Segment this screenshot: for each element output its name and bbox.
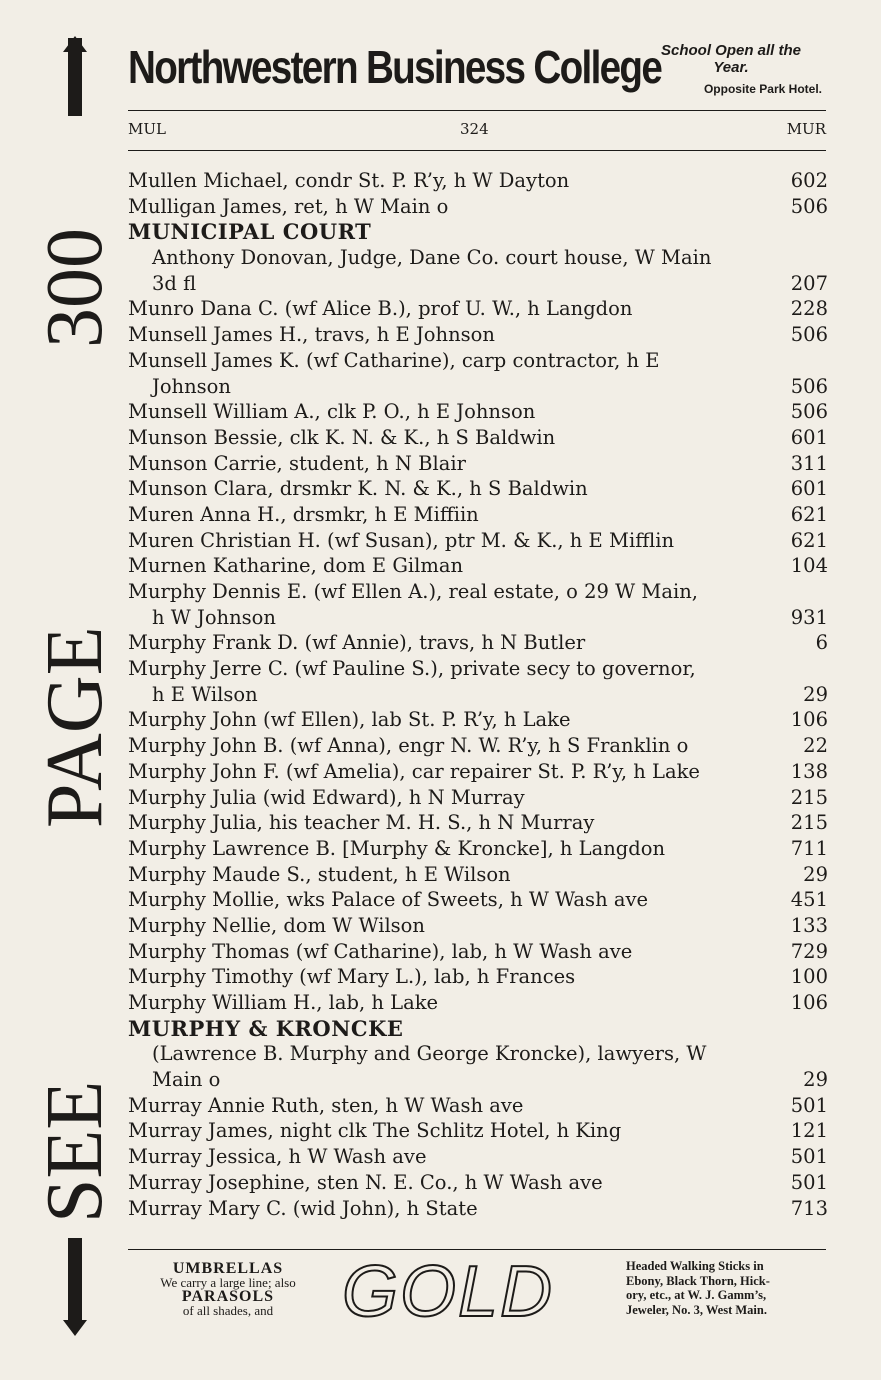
footer-rule [128, 1249, 826, 1250]
directory-entry [128, 348, 828, 374]
directory-entry [128, 1067, 828, 1093]
directory-entries [128, 168, 828, 1221]
directory-entry [128, 553, 828, 579]
directory-entry [128, 605, 828, 631]
entry-number: 207 [790, 271, 828, 295]
entry-text: Muren Anna H., drsmkr, h E Miffiin [128, 502, 479, 526]
entry-number: 121 [790, 1119, 828, 1143]
entry-text: Johnson [152, 374, 231, 398]
running-head [128, 120, 826, 140]
directory-entry [128, 1144, 828, 1170]
entry-text: Murphy John (wf Ellen), lab St. P. R’y, h Lake [128, 708, 571, 732]
directory-entry [128, 451, 828, 477]
entry-text: Main o [152, 1068, 221, 1092]
directory-entry [128, 785, 828, 811]
entry-text: MUNICIPAL COURT [128, 219, 372, 245]
school-line-2: Year. [713, 59, 749, 76]
directory-entry [128, 913, 828, 939]
entry-number: 451 [790, 888, 828, 912]
side-word-page: PAGE [31, 626, 119, 828]
entry-text: Murphy Nellie, dom W Wilson [128, 913, 425, 937]
footer-left-line-4: of all shades, and [182, 1303, 274, 1318]
side-text [31, 38, 135, 1338]
school-note [636, 42, 826, 76]
entry-number: 501 [790, 1093, 828, 1117]
entry-number: 729 [790, 939, 828, 963]
directory-entry [128, 759, 828, 785]
header-rule [128, 110, 826, 111]
directory-entry [128, 296, 828, 322]
directory-entry [128, 682, 828, 708]
entry-text: Munson Carrie, student, h N Blair [128, 451, 466, 475]
directory-entry [128, 245, 828, 271]
entry-text: Murray Josephine, sten N. E. Co., h W Wash ave [128, 1170, 603, 1194]
entry-text: Murphy Timothy (wf Mary L.), lab, h Frances [128, 965, 576, 989]
directory-entry [128, 862, 828, 888]
entry-number: 29 [803, 682, 828, 706]
directory-entry [128, 528, 828, 554]
entry-text: (Lawrence B. Murphy and George Kroncke), lawyers, W [152, 1042, 707, 1066]
entry-number: 931 [790, 605, 828, 629]
directory-entry [128, 939, 828, 965]
entry-number: 506 [790, 323, 828, 347]
directory-entry [128, 476, 828, 502]
entry-text: Munson Clara, drsmkr K. N. & K., h S Baldwin [128, 477, 588, 501]
entry-number: 22 [803, 734, 828, 758]
entry-text: Murphy Maude S., student, h E Wilson [128, 862, 511, 886]
entry-number: 601 [790, 425, 828, 449]
side-advertisement [31, 38, 135, 1338]
entry-text: Murphy William H., lab, h Lake [128, 991, 439, 1014]
entry-number: 100 [790, 965, 828, 989]
section-heading [128, 219, 828, 245]
entry-text: Munsell James H., travs, h E Johnson [128, 323, 495, 347]
directory-entry [128, 399, 828, 425]
entry-number: 501 [790, 1170, 828, 1194]
entry-text: Murphy Jerre C. (wf Pauline S.), private secy to governor, [128, 657, 696, 681]
directory-entry [128, 1170, 828, 1196]
entry-text: Murray Annie Ruth, sten, h W Wash ave [128, 1093, 524, 1117]
entry-text: Muren Christian H. (wf Susan), ptr M. & K., h E Mifflin [128, 528, 675, 552]
footer-advertisement [128, 1252, 826, 1337]
entry-number: 133 [790, 913, 828, 937]
opposite-note: Opposite Park Hotel. [703, 82, 822, 96]
directory-entry [128, 194, 828, 220]
entry-number: 602 [790, 169, 828, 192]
entry-number: 506 [790, 194, 828, 218]
section-heading [128, 1016, 828, 1042]
entry-number: 106 [790, 708, 828, 732]
directory-entry [128, 425, 828, 451]
entry-text: Munson Bessie, clk K. N. & K., h S Baldwin [128, 425, 556, 449]
entry-text: Murphy Julia (wid Edward), h N Murray [128, 785, 525, 809]
school-line-1: School Open all the [660, 42, 802, 59]
footer-right-line-4: Jeweler, No. 3, West Main. [626, 1302, 767, 1317]
directory-entry [128, 707, 828, 733]
directory-entry [128, 1041, 828, 1067]
directory-entry [128, 1196, 828, 1222]
directory-entry [128, 579, 828, 605]
directory-entry [128, 271, 828, 297]
page-number: 324 [460, 120, 489, 138]
entry-text: Murphy John B. (wf Anna), engr N. W. R’y, h S Franklin o [128, 734, 689, 758]
directory-entry [128, 168, 828, 194]
side-word-number: 300 [31, 228, 119, 348]
running-head-left: MUL [128, 120, 166, 138]
entry-number: 228 [790, 297, 828, 321]
directory-entry [128, 887, 828, 913]
entry-text: Murphy John F. (wf Amelia), car repairer St. P. R’y, h Lake [128, 759, 700, 783]
entry-number: 621 [790, 502, 828, 526]
directory-entry [128, 836, 828, 862]
entry-text: Munro Dana C. (wf Alice B.), prof U. W., h Langdon [128, 297, 633, 321]
footer-right-ad [626, 1259, 826, 1317]
directory-entry [128, 656, 828, 682]
side-word-see: SEE [31, 1080, 119, 1223]
entry-number: 215 [790, 785, 828, 809]
entry-number: 711 [790, 836, 828, 860]
directory-entry [128, 374, 828, 400]
entry-number: 713 [790, 1196, 828, 1220]
page-header [128, 38, 828, 108]
entry-number: 215 [790, 811, 828, 835]
entry-text: Mulligan James, ret, h W Main o [128, 194, 449, 218]
entry-number: 138 [790, 759, 828, 783]
entry-text: Murphy Dennis E. (wf Ellen A.), real estate, o 29 W Main, [128, 580, 698, 603]
directory-entry [128, 322, 828, 348]
entry-number: 6 [815, 631, 828, 655]
entry-text: Anthony Donovan, Judge, Dane Co. court house, W Main [152, 246, 712, 270]
entry-number: 501 [790, 1145, 828, 1169]
entry-number: 506 [790, 374, 828, 398]
directory-entry [128, 1118, 828, 1144]
footer-right-line-3: ory, etc., at W. J. Gamm’s, [626, 1288, 767, 1302]
footer-parasols: PARASOLS [181, 1288, 275, 1305]
entry-number: 29 [803, 862, 828, 886]
directory-entry [128, 733, 828, 759]
entry-text: Munsell William A., clk P. O., h E Johnson [128, 400, 536, 424]
directory-entry [128, 990, 828, 1016]
entry-number: 29 [803, 1068, 828, 1092]
running-head-rule [128, 150, 826, 151]
entry-number: 621 [790, 528, 828, 552]
entry-text: Murnen Katharine, dom E Gilman [128, 554, 464, 578]
entry-number: 104 [790, 554, 828, 578]
entry-text: Murphy Mollie, wks Palace of Sweets, h W Wash ave [128, 888, 649, 912]
directory-entry [128, 810, 828, 836]
footer-right-line-2: Ebony, Black Thorn, Hick- [626, 1273, 770, 1288]
directory-entry [128, 964, 828, 990]
entry-text: Murphy Lawrence B. [Murphy & Kroncke], h Langdon [128, 836, 666, 860]
entry-text: MURPHY & KRONCKE [128, 1015, 404, 1041]
running-head-right: MUR [786, 120, 826, 138]
directory-entry [128, 502, 828, 528]
entry-text: Murphy Thomas (wf Catharine), lab, h W Wash ave [128, 939, 633, 963]
entry-text: h W Johnson [152, 605, 276, 629]
footer-umbrellas: UMBRELLAS [172, 1260, 284, 1277]
arrow-down-icon [68, 1238, 82, 1320]
entry-number: 106 [790, 991, 828, 1014]
footer-gold-word: GOLD [342, 1252, 555, 1332]
entry-number: 506 [790, 400, 828, 424]
entry-text: Munsell James K. (wf Catharine), carp contractor, h E [128, 348, 660, 372]
entry-number: 601 [790, 477, 828, 501]
entry-text: Murray James, night clk The Schlitz Hotel, h King [128, 1119, 622, 1143]
directory-entry [128, 1093, 828, 1119]
footer-right-line-1: Headed Walking Sticks in [626, 1259, 764, 1273]
entry-text: Murray Jessica, h W Wash ave [128, 1145, 427, 1169]
entry-text: Murray Mary C. (wid John), h State [128, 1196, 478, 1220]
entry-text: h E Wilson [152, 682, 258, 706]
entry-text: Murphy Julia, his teacher M. H. S., h N Murray [128, 811, 595, 835]
entry-text: Murphy Frank D. (wf Annie), travs, h N Butler [128, 631, 586, 655]
footer-left-ad [128, 1262, 328, 1318]
entry-text: 3d fl [152, 271, 197, 295]
entry-text: Mullen Michael, condr St. P. R’y, h W Dayton [128, 169, 570, 192]
directory-entry [128, 630, 828, 656]
page-title: Northwestern Business College [128, 41, 662, 93]
footer-left-line-2: We carry a large line; also [160, 1275, 296, 1290]
entry-number: 311 [790, 451, 828, 475]
